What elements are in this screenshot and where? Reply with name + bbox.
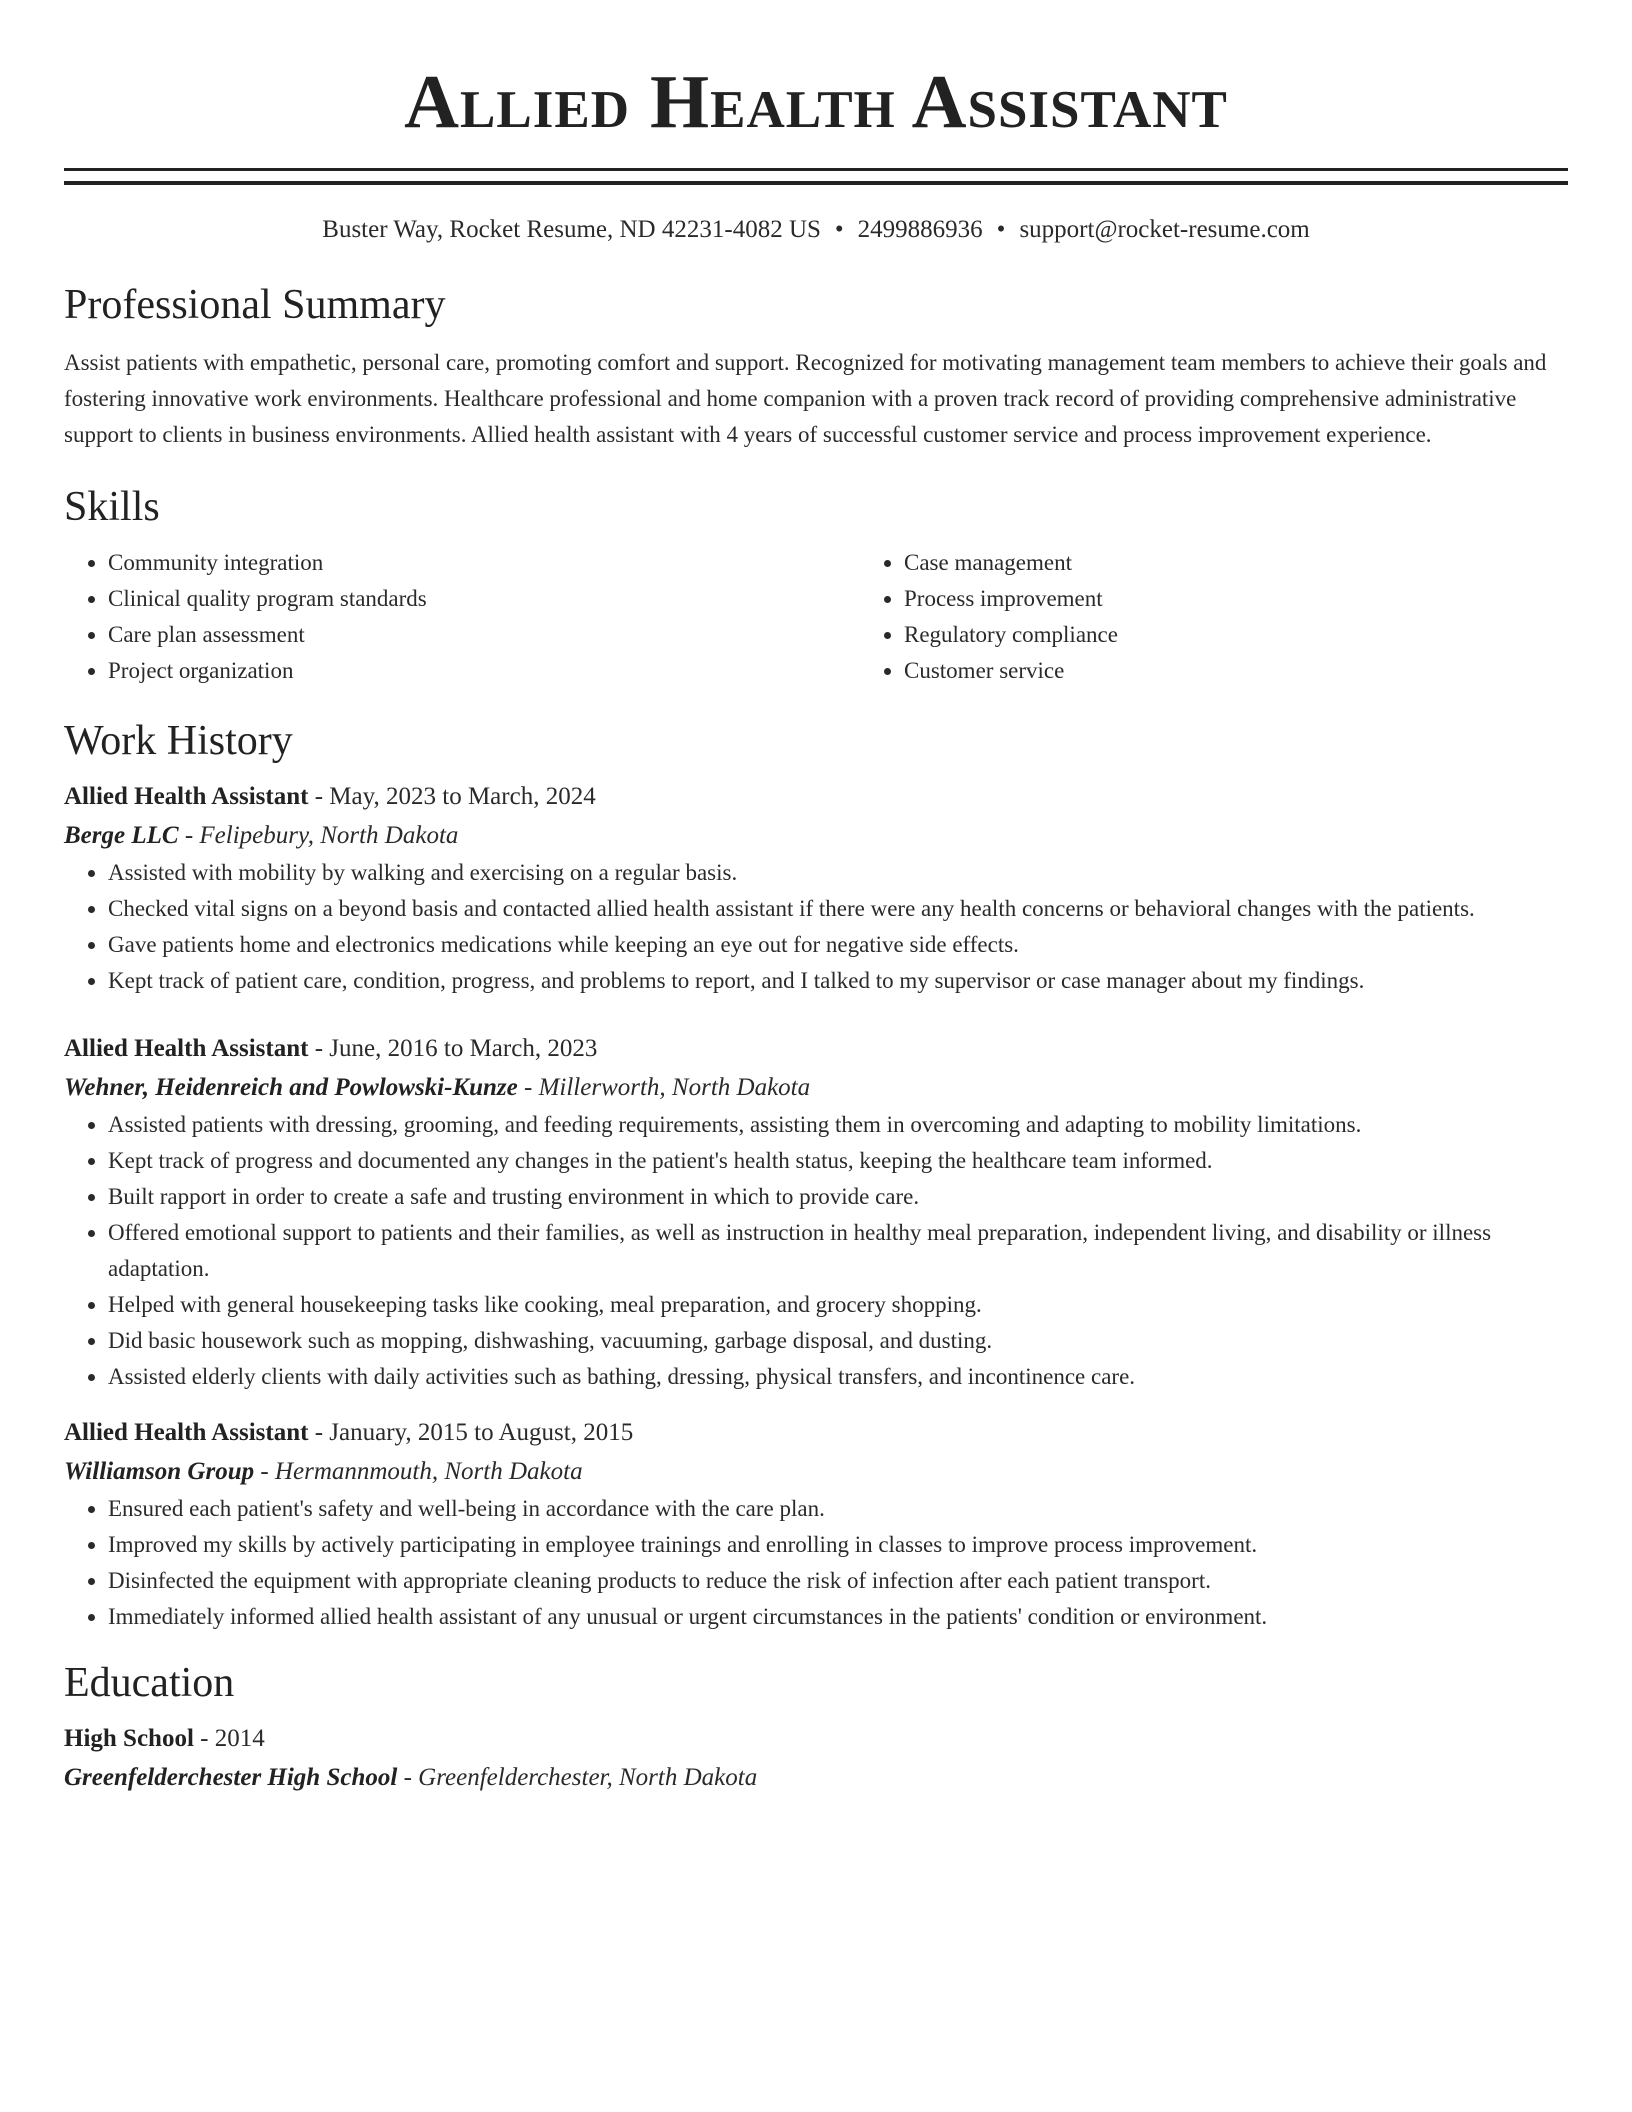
job-duty: • Gave patients home and electronics medications while keeping an eye out for negative side effects.: [108, 927, 1568, 963]
education-school: Greenfelderchester High School: [64, 1764, 398, 1791]
skill-item: • Clinical quality program standards: [108, 581, 860, 617]
job-duty: • Kept track of progress and documented any changes in the patient's health status, keeping the healthcare team informed.: [108, 1143, 1568, 1179]
job-dates: - May, 2023 to March, 2024: [308, 783, 596, 810]
skills-grid: [64, 545, 1568, 689]
job-duty: • Ensured each patient's safety and well-being in accordance with the care plan.: [108, 1491, 1568, 1527]
education-heading: Education: [64, 1660, 235, 1706]
job-duty: • Built rapport in order to create a safe and trusting environment in which to provide care.: [108, 1179, 1568, 1215]
education-location: - Greenfelderchester, North Dakota: [397, 1764, 758, 1791]
education-degree-line: [64, 1719, 1568, 1759]
skills-list-left: [64, 545, 860, 689]
job-dates: - January, 2015 to August, 2015: [308, 1419, 634, 1446]
skill-item: • Community integration: [108, 545, 860, 581]
job-company-line: [64, 1453, 1568, 1491]
job-duty: • Checked vital signs on a beyond basis and contacted allied health assistant if there were any health concerns or behavioral changes with the patients.: [108, 891, 1568, 927]
job-duty: • Improved my skills by actively participating in employee trainings and enrolling in classes to improve process improvement.: [108, 1527, 1568, 1563]
resume-title: Allied Health Assistant: [404, 60, 1228, 144]
skill-item: • Customer service: [904, 653, 1632, 689]
job-company-line: [64, 817, 1568, 855]
skill-item: • Care plan assessment: [108, 617, 860, 653]
contact-separator: •: [834, 216, 844, 243]
job-location: - Hermannmouth, North Dakota: [254, 1458, 583, 1485]
skills-heading: Skills: [64, 484, 160, 530]
contact-email: support@rocket-resume.com: [1019, 216, 1310, 243]
job-entry: [64, 1413, 1568, 1635]
job-duty: • Assisted elderly clients with daily activities such as bathing, dressing, physical transfers, and incontinence care.: [108, 1359, 1568, 1395]
job-duties-list: [64, 1107, 1568, 1395]
job-duty: • Helped with general housekeeping tasks like cooking, meal preparation, and grocery shopping.: [108, 1287, 1568, 1323]
job-company: Berge LLC: [64, 822, 179, 849]
job-duty: • Did basic housework such as mopping, dishwashing, vacuuming, garbage disposal, and dusting.: [108, 1323, 1568, 1359]
job-duty: • Kept track of patient care, condition, progress, and problems to report, and I talked to my supervisor or case manager about my findings.: [108, 963, 1568, 999]
job-location: - Millerworth, North Dakota: [517, 1074, 811, 1101]
education-year: - 2014: [193, 1725, 265, 1752]
education-entry: [64, 1719, 1568, 1797]
contact-line: [64, 213, 1568, 247]
job-duty: • Assisted with mobility by walking and exercising on a regular basis.: [108, 855, 1568, 891]
job-dates: - June, 2016 to March, 2023: [308, 1035, 598, 1062]
job-company: Wehner, Heidenreich and Powlowski-Kunze: [64, 1074, 518, 1101]
summary-text: Assist patients with empathetic, personal care, promoting comfort and support. Recognized for motivating management team members to achieve their goals and fostering innovative work environments. Healthcare professional and home companion with a proven track record of providing comprehensive administrative support to clients in business environments. Allied health assistant with 4 years of successful customer service and process improvement experience.: [64, 350, 1547, 447]
job-company: Williamson Group: [64, 1458, 255, 1485]
skill-item: • Project organization: [108, 653, 860, 689]
summary-heading: Professional Summary: [64, 282, 446, 328]
skill-item: • Process improvement: [904, 581, 1632, 617]
contact-address: Buster Way, Rocket Resume, ND 42231-4082 US: [322, 216, 821, 243]
job-duty: • Assisted patients with dressing, grooming, and feeding requirements, assisting them in overcoming and adapting to mobility limitations.: [108, 1107, 1568, 1143]
job-title: Allied Health Assistant: [64, 1419, 309, 1446]
contact-phone: 2499886936: [857, 216, 983, 243]
skills-list-right: [860, 545, 1632, 689]
job-title-line: [64, 1029, 1568, 1069]
job-duties-list: [64, 855, 1568, 999]
job-duties-list: [64, 1491, 1568, 1635]
skill-item: • Case management: [904, 545, 1632, 581]
education-school-line: [64, 1759, 1568, 1797]
education-degree: High School: [64, 1725, 194, 1752]
work-history-heading: Work History: [64, 718, 293, 764]
job-title-line: [64, 777, 1568, 817]
skill-item: • Regulatory compliance: [904, 617, 1632, 653]
job-entry: [64, 777, 1568, 999]
job-duty: • Offered emotional support to patients and their families, as well as instruction in healthy meal preparation, independent living, and disability or illness adaptation.: [108, 1215, 1568, 1287]
contact-separator: •: [996, 216, 1006, 243]
job-title-line: [64, 1413, 1568, 1453]
job-title: Allied Health Assistant: [64, 783, 309, 810]
title-double-rule: [64, 168, 1568, 185]
job-company-line: [64, 1069, 1568, 1107]
job-duty: • Immediately informed allied health assistant of any unusual or urgent circumstances in the patients' condition or environment.: [108, 1599, 1568, 1635]
job-title: Allied Health Assistant: [64, 1035, 309, 1062]
job-duty: • Disinfected the equipment with appropriate cleaning products to reduce the risk of infection after each patient transport.: [108, 1563, 1568, 1599]
job-location: - Felipebury, North Dakota: [178, 822, 459, 849]
job-entry: [64, 1029, 1568, 1395]
